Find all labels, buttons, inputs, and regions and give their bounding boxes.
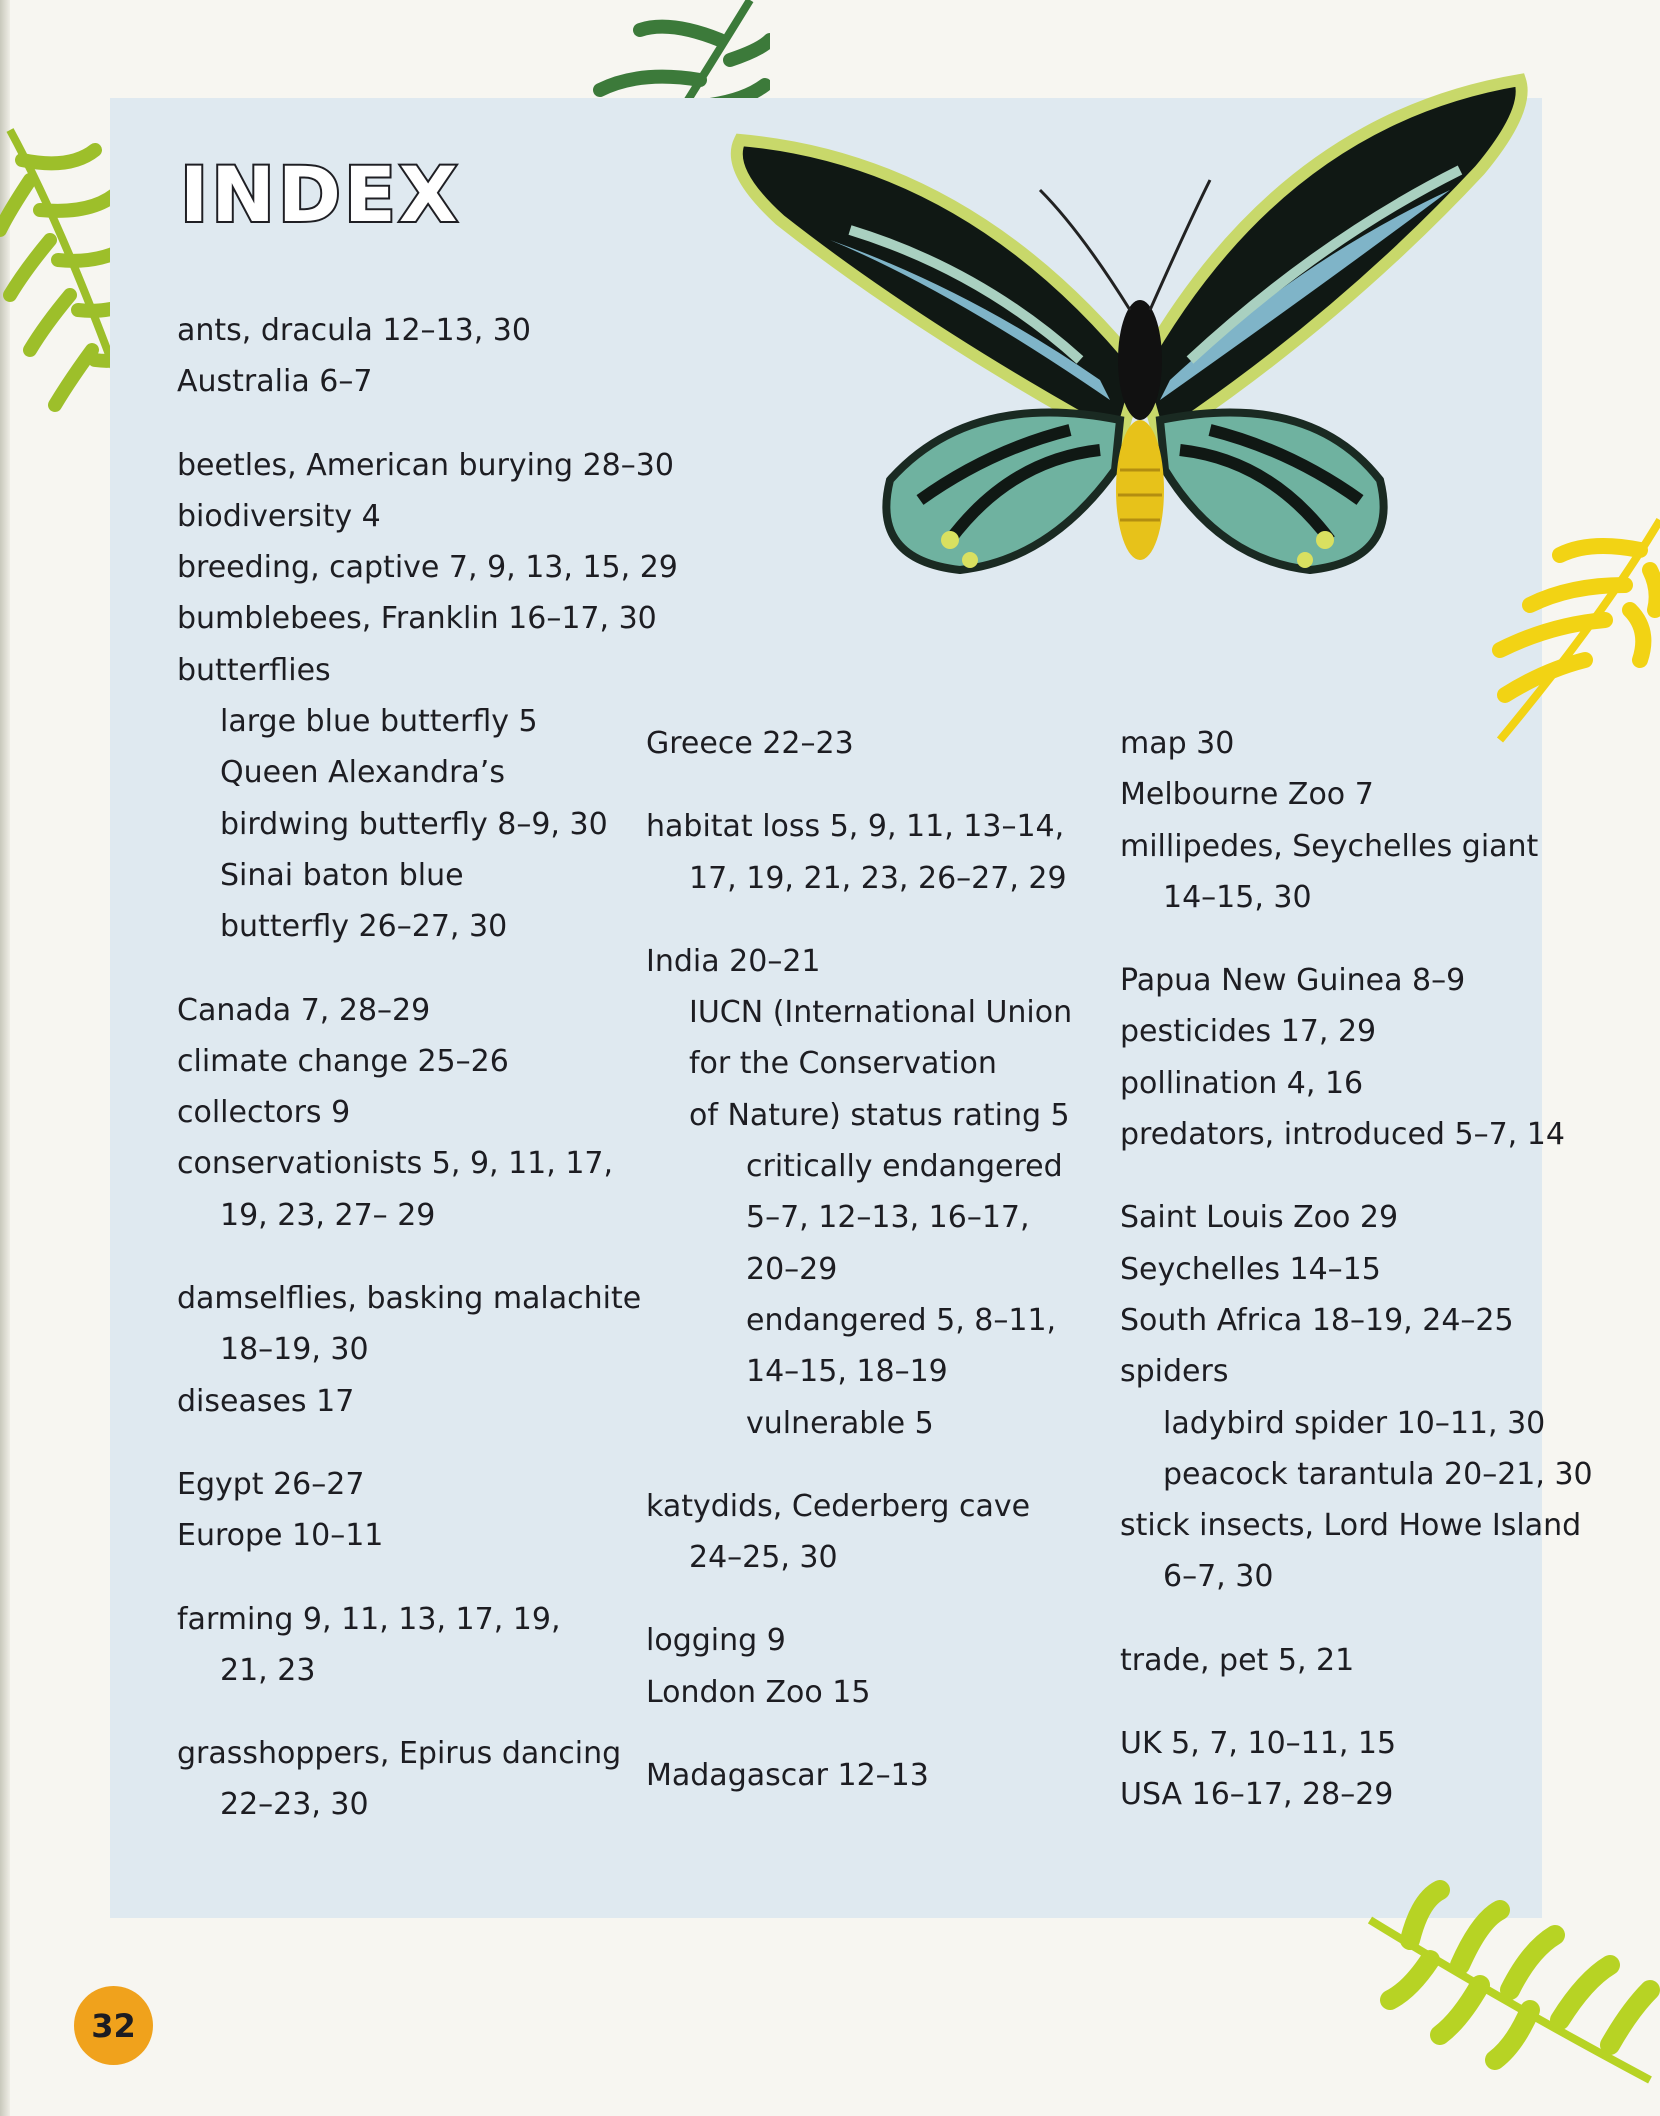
index-group bbox=[646, 936, 1086, 1449]
index-entry: UK 5, 7, 10–11, 15 bbox=[1120, 1726, 1397, 1762]
page-number-badge: 32 bbox=[74, 1986, 153, 2065]
index-subentry: for the Conservation bbox=[689, 1046, 997, 1082]
index-subentry: 18–19, 30 bbox=[220, 1332, 369, 1368]
index-entry: trade, pet 5, 21 bbox=[1120, 1642, 1355, 1678]
index-subentry: 24–25, 30 bbox=[689, 1540, 838, 1576]
index-subentry: 14–15, 30 bbox=[1163, 879, 1312, 915]
index-subentry: 22–23, 30 bbox=[220, 1787, 369, 1823]
index-entry: London Zoo 15 bbox=[646, 1674, 871, 1710]
index-group bbox=[646, 1750, 1086, 1801]
index-group bbox=[177, 1459, 657, 1562]
index-entry: beetles, American burying 28–30 bbox=[177, 447, 674, 483]
index-subentry: 6–7, 30 bbox=[1163, 1559, 1274, 1595]
index-entry: Greece 22–23 bbox=[646, 726, 854, 761]
index-entry: India 20–21 bbox=[646, 943, 821, 979]
index-group bbox=[177, 1594, 657, 1697]
index-group bbox=[1120, 718, 1560, 923]
index-subentry: butterfly 26–27, 30 bbox=[220, 909, 508, 945]
index-entry: Saint Louis Zoo 29 bbox=[1120, 1200, 1399, 1236]
index-group bbox=[1120, 955, 1565, 1160]
index-group bbox=[177, 440, 678, 953]
index-subentry: 20–29 bbox=[746, 1251, 838, 1287]
index-subentry: birdwing butterfly 8–9, 30 bbox=[220, 806, 608, 842]
index-subentry: 14–15, 18–19 bbox=[746, 1354, 948, 1390]
index-subentry: IUCN (International Union bbox=[689, 995, 1073, 1031]
index-group bbox=[177, 1273, 657, 1427]
index-entry: damselflies, basking malachite bbox=[177, 1281, 642, 1317]
index-group bbox=[646, 718, 1086, 769]
index-column-2 bbox=[646, 718, 1086, 1833]
index-group bbox=[177, 985, 657, 1241]
index-entry: breeding, captive 7, 9, 13, 15, 29 bbox=[177, 550, 678, 586]
index-entry: grasshoppers, Epirus dancing bbox=[177, 1736, 622, 1772]
index-subentry: ladybird spider 10–11, 30 bbox=[1163, 1405, 1546, 1441]
index-entry: collectors 9 bbox=[177, 1095, 351, 1131]
index-subentry: 5–7, 12–13, 16–17, bbox=[746, 1200, 1030, 1236]
index-entry: butterflies bbox=[177, 652, 331, 688]
index-group bbox=[1120, 1718, 1560, 1821]
index-entry: pollination 4, 16 bbox=[1120, 1065, 1364, 1101]
index-group bbox=[177, 305, 657, 408]
index-subentry: 21, 23 bbox=[220, 1652, 316, 1688]
index-entry: ants, dracula 12–13, 30 bbox=[177, 313, 531, 348]
index-group bbox=[1120, 1192, 1593, 1602]
index-column-1 bbox=[177, 305, 678, 1863]
index-entry: biodiversity 4 bbox=[177, 498, 381, 534]
index-subentry: large blue butterfly 5 bbox=[220, 704, 538, 740]
index-entry: Canada 7, 28–29 bbox=[177, 992, 431, 1028]
index-subentry: of Nature) status rating 5 bbox=[689, 1097, 1070, 1133]
page-title: INDEX bbox=[180, 150, 461, 239]
index-group bbox=[646, 1481, 1086, 1584]
index-entry: millipedes, Seychelles giant bbox=[1120, 828, 1539, 864]
index-subentry: Sinai baton blue bbox=[220, 857, 464, 893]
index-entry: Europe 10–11 bbox=[177, 1518, 384, 1554]
index-entry: katydids, Cederberg cave bbox=[646, 1488, 1031, 1524]
index-group bbox=[646, 801, 1086, 904]
index-entry: stick insects, Lord Howe Island bbox=[1120, 1508, 1582, 1544]
index-entry: Madagascar 12–13 bbox=[646, 1758, 929, 1794]
index-column-3 bbox=[1120, 718, 1593, 1853]
fern-leaf-icon bbox=[1350, 1880, 1660, 2110]
index-entry: habitat loss 5, 9, 11, 13–14, bbox=[646, 809, 1065, 845]
index-entry: climate change 25–26 bbox=[177, 1043, 509, 1079]
index-subentry: critically endangered bbox=[746, 1149, 1063, 1185]
index-entry: spiders bbox=[1120, 1354, 1229, 1390]
index-group bbox=[1120, 1635, 1560, 1686]
index-entry: pesticides 17, 29 bbox=[1120, 1014, 1377, 1050]
index-entry: bumblebees, Franklin 16–17, 30 bbox=[177, 601, 657, 637]
butterfly-image bbox=[720, 60, 1540, 650]
index-entry: South Africa 18–19, 24–25 bbox=[1120, 1302, 1514, 1338]
index-entry: predators, introduced 5–7, 14 bbox=[1120, 1117, 1565, 1153]
index-entry: conservationists 5, 9, 11, 17, bbox=[177, 1146, 614, 1182]
index-entry: map 30 bbox=[1120, 726, 1235, 761]
index-subentry: 17, 19, 21, 23, 26–27, 29 bbox=[689, 860, 1067, 896]
index-group bbox=[646, 1615, 1086, 1718]
index-entry: Papua New Guinea 8–9 bbox=[1120, 963, 1466, 999]
index-group bbox=[177, 1728, 657, 1831]
index-entry: diseases 17 bbox=[177, 1383, 355, 1419]
index-entry: Australia 6–7 bbox=[177, 364, 373, 400]
index-subentry: Queen Alexandra’s bbox=[220, 755, 505, 791]
index-entry: Egypt 26–27 bbox=[177, 1466, 365, 1502]
index-entry: logging 9 bbox=[646, 1623, 786, 1659]
index-entry: Melbourne Zoo 7 bbox=[1120, 777, 1374, 813]
index-entry: Seychelles 14–15 bbox=[1120, 1251, 1381, 1287]
index-subentry: vulnerable 5 bbox=[746, 1405, 934, 1441]
index-subentry: peacock tarantula 20–21, 30 bbox=[1163, 1456, 1593, 1492]
index-entry: USA 16–17, 28–29 bbox=[1120, 1777, 1394, 1813]
index-subentry: endangered 5, 8–11, bbox=[746, 1302, 1057, 1338]
index-entry: farming 9, 11, 13, 17, 19, bbox=[177, 1601, 561, 1637]
index-subentry: 19, 23, 27– 29 bbox=[220, 1197, 436, 1233]
